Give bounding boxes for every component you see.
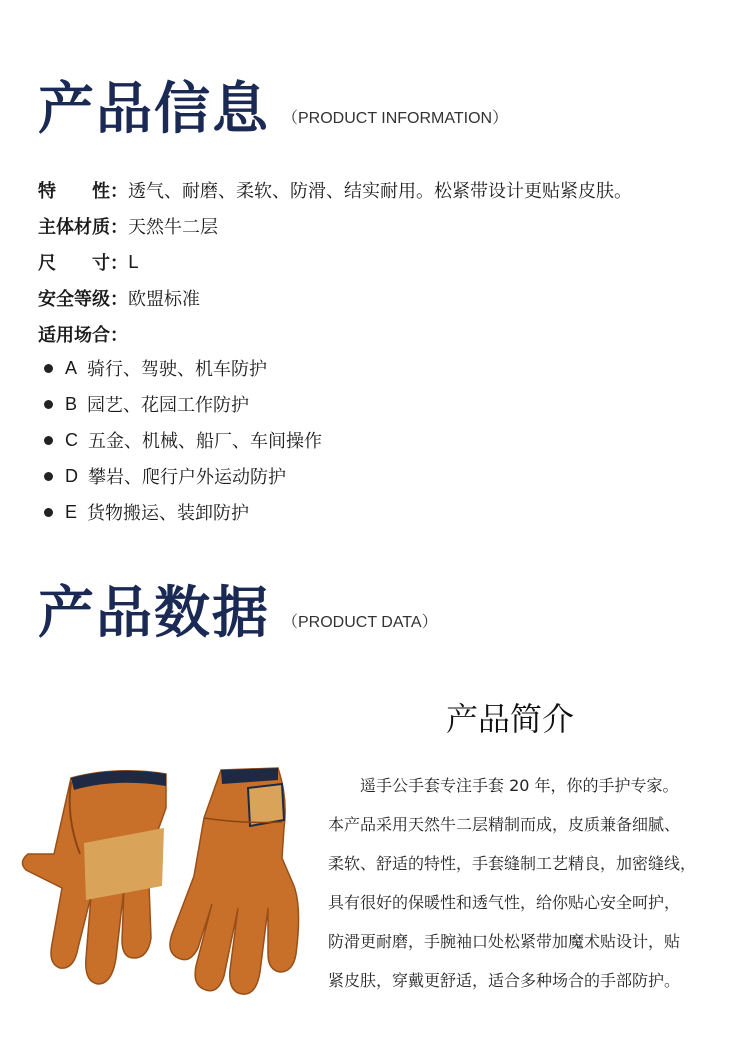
bullet-icon — [44, 364, 53, 373]
intro-line: 具有很好的保暖性和透气性，给你贴心安全呵护， — [328, 893, 681, 912]
intro-line: 紧皮肤，穿戴更舒适，适合多种场合的手部防护。 — [328, 971, 681, 990]
spec-row — [38, 280, 738, 316]
usage-list — [44, 350, 322, 530]
section-title-product-data — [38, 581, 438, 646]
spec-key: 安全等级： — [38, 289, 128, 310]
spec-key: 主体材质： — [38, 217, 128, 238]
section-subheading: （PRODUCT INFORMATION） — [282, 110, 509, 127]
list-item — [44, 458, 322, 494]
intro-line: 本产品采用天然牛二层精制而成，皮质兼备细腻、 — [328, 815, 681, 834]
right-glove — [170, 768, 299, 994]
item-letter: C — [65, 429, 78, 450]
spec-row — [38, 316, 738, 352]
spec-key: 适用场合： — [38, 325, 128, 346]
item-text: 五金、机械、船厂、车间操作 — [88, 431, 322, 452]
intro-title: 产品简介 — [446, 700, 575, 738]
intro-line: 防滑更耐磨，手腕袖口处松紧带加魔术贴设计，贴 — [328, 932, 681, 951]
section-heading: 产品信息 — [38, 77, 270, 142]
section-heading: 产品数据 — [38, 581, 270, 646]
spec-list — [38, 172, 738, 352]
intro-paragraph — [328, 766, 712, 1000]
spec-row — [38, 172, 738, 208]
item-text: 货物搬运、装卸防护 — [87, 503, 250, 524]
section-subheading: （PRODUCT DATA） — [282, 614, 438, 631]
bullet-icon — [44, 508, 53, 517]
list-item — [44, 422, 322, 458]
spec-key: 特 性： — [38, 181, 128, 202]
spec-value: 欧盟标准 — [128, 289, 200, 310]
item-letter: B — [65, 393, 78, 414]
item-letter: A — [65, 357, 78, 378]
item-text: 骑行、驾驶、机车防护 — [87, 359, 268, 380]
left-glove — [22, 771, 166, 984]
intro-line: 柔软、舒适的特性，手套缝制工艺精良，加密缝线， — [328, 854, 697, 873]
item-letter: E — [65, 501, 78, 522]
list-item — [44, 494, 322, 530]
gloves-image — [16, 758, 318, 1008]
bullet-icon — [44, 436, 53, 445]
bullet-icon — [44, 472, 53, 481]
spec-row — [38, 208, 738, 244]
spec-value: L — [128, 251, 139, 273]
item-text: 攀岩、爬行户外运动防护 — [88, 467, 286, 488]
intro-line: 遥手公手套专注手套 20 年，你的手护专家。 — [328, 776, 679, 795]
item-text: 园艺、花园工作防护 — [87, 395, 250, 416]
spec-row — [38, 244, 738, 280]
bullet-icon — [44, 400, 53, 409]
spec-key: 尺 寸： — [38, 253, 128, 274]
spec-value: 天然牛二层 — [128, 217, 218, 238]
list-item — [44, 386, 322, 422]
item-letter: D — [65, 465, 78, 486]
list-item — [44, 350, 322, 386]
section-title-product-info — [38, 77, 509, 142]
spec-value: 透气、耐磨、柔软、防滑、结实耐用。松紧带设计更贴紧皮肤。 — [128, 181, 632, 202]
